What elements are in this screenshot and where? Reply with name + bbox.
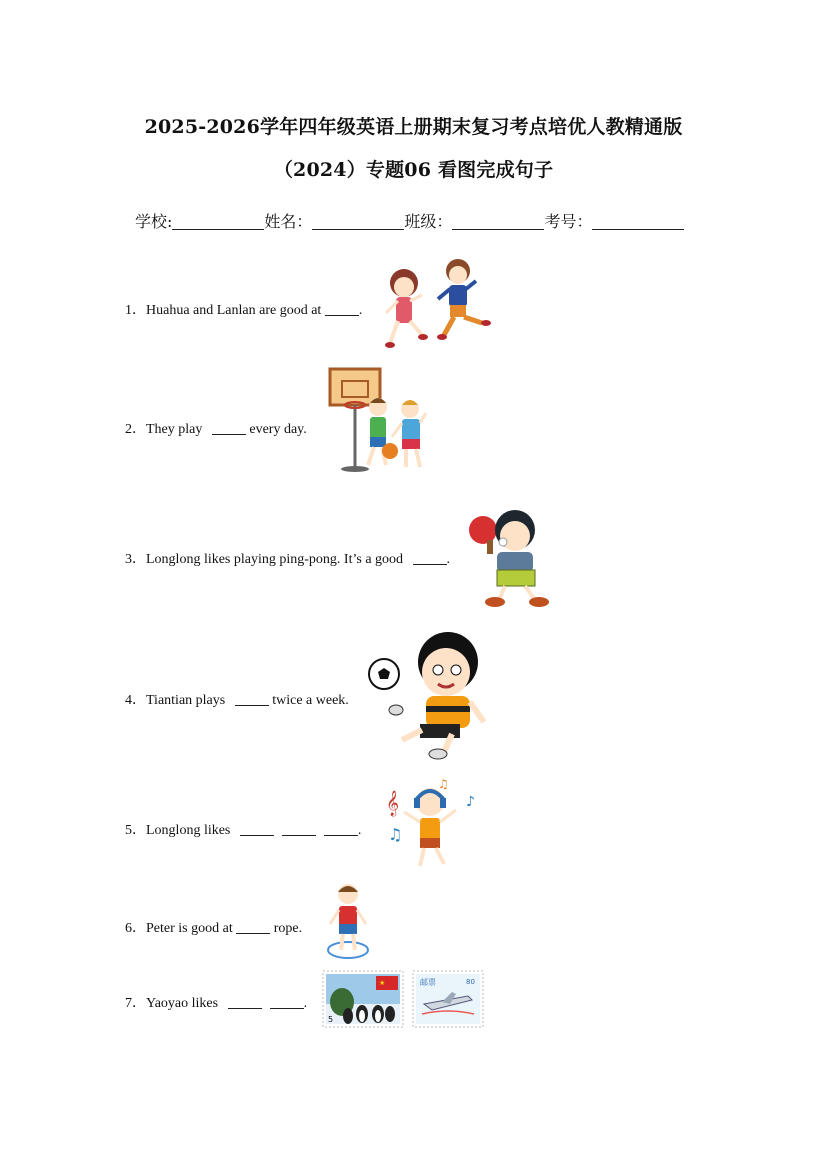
question-text-post: twice a week. (268, 693, 349, 708)
question-text-pre: Yaoyao likes (146, 996, 222, 1011)
question-5 (125, 819, 361, 839)
question-3 (125, 548, 450, 568)
ping-pong-boy-icon (465, 500, 557, 612)
question-7 (125, 992, 307, 1012)
question-text-post: . (357, 823, 362, 838)
answer-blank-2[interactable] (270, 996, 304, 1009)
question-text-pre: Huahua and Lanlan are good at (146, 303, 325, 318)
page-subtitle: （2024）专题06 看图完成句子 (273, 159, 554, 181)
question-number: 1． (125, 303, 146, 318)
question-1 (125, 299, 362, 319)
answer-blank-3[interactable] (324, 823, 358, 836)
question-text-post: . (446, 552, 451, 567)
question-4 (125, 689, 349, 709)
question-text-pre: They play (146, 422, 206, 437)
question-number: 5． (125, 823, 146, 838)
answer-blank-1[interactable] (240, 823, 274, 836)
student-info-row (135, 209, 695, 232)
question-text-pre: Peter is good at (146, 921, 237, 936)
stamp2-value: 80 (466, 978, 475, 986)
soccer-boy-icon (366, 630, 492, 762)
name-label: 姓名： (264, 212, 313, 231)
svg-text:♫: ♫ (388, 825, 403, 844)
page-title: 2025-2026学年四年级英语上册期末复习考点培优人教精通版 (144, 116, 683, 138)
running-children-icon (378, 257, 496, 355)
answer-blank[interactable] (325, 303, 359, 316)
question-text-pre: Tiantian plays (146, 693, 229, 708)
question-number: 4． (125, 693, 146, 708)
question-number: 7． (125, 996, 146, 1011)
stamp1-value: 5 (328, 1015, 334, 1024)
answer-blank[interactable] (212, 422, 246, 435)
answer-blank-2[interactable] (282, 823, 316, 836)
question-text-post: rope. (270, 921, 303, 936)
svg-text:♪: ♪ (466, 794, 475, 810)
question-number: 3． (125, 552, 146, 567)
question-number: 6． (125, 921, 146, 936)
exam-no-label: 考号： (544, 212, 593, 231)
question-text-post: . (358, 303, 363, 318)
school-blank[interactable] (172, 213, 264, 230)
basketball-players-icon (326, 367, 444, 477)
svg-text:♫: ♫ (438, 777, 449, 791)
stamp-penguins-icon (322, 970, 404, 1028)
name-blank[interactable] (312, 213, 404, 230)
question-text-post: . (303, 996, 308, 1011)
music-boy-icon (382, 776, 486, 872)
question-6 (125, 917, 302, 937)
jump-rope-boy-icon (324, 880, 372, 962)
svg-text:𝄞: 𝄞 (386, 791, 400, 816)
answer-blank[interactable] (236, 921, 270, 934)
question-2 (125, 418, 307, 438)
class-blank[interactable] (452, 213, 544, 230)
svg-text:★: ★ (379, 979, 386, 987)
class-label: 班级： (404, 212, 453, 231)
stamp-plane-icon (412, 970, 484, 1028)
question-text-pre: Longlong likes (146, 823, 234, 838)
question-text-post: every day. (245, 422, 307, 437)
question-number: 2． (125, 422, 146, 437)
school-label: 学校: (135, 212, 173, 231)
exam-no-blank[interactable] (592, 213, 684, 230)
answer-blank-1[interactable] (228, 996, 262, 1009)
answer-blank[interactable] (235, 693, 269, 706)
stamp2-label: 邮票 (420, 978, 436, 987)
question-text-pre: Longlong likes playing ping-pong. It’s a good (146, 552, 407, 567)
answer-blank[interactable] (413, 552, 447, 565)
